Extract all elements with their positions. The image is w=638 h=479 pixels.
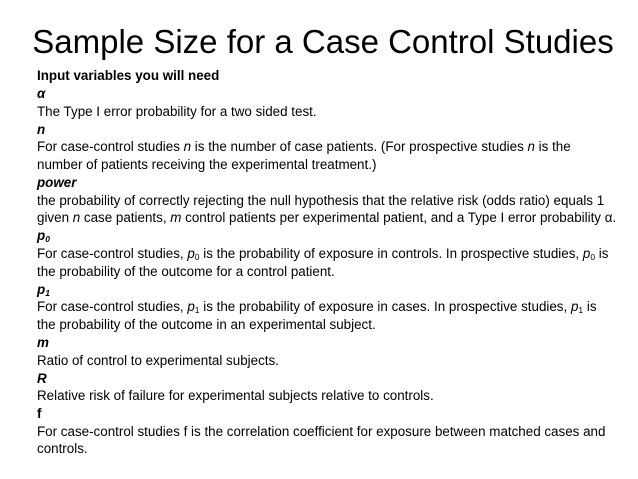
variable-label-p0: $p_0$	[37, 228, 50, 245]
slide-content	[37, 67, 617, 458]
variable-label-r: R	[37, 370, 47, 386]
variable-label-n: n	[37, 121, 46, 137]
variable-description-p1: For case-control studies, $p_1$ is the probability of exposure in cases. In prospective studies, $p_1$ is the probability of the outcome in an experimental subject.	[37, 299, 597, 332]
variable-label-alpha: α	[37, 86, 46, 102]
variable-description-power: the probability of correctly rejecting the null hypothesis that the relative risk (odds ratio) equals 1 given n case patients, m control patients per experimental patient, and a Type I error probability α.	[37, 192, 617, 226]
variable-description-alpha: The Type I error probability for a two sided test.	[37, 103, 317, 119]
variable-label-f: f	[37, 406, 42, 422]
variable-description-f: For case-control studies f is the correlation coefficient for exposure between matched cases and controls.	[37, 423, 606, 457]
section-heading: Input variables you will need	[37, 68, 220, 83]
variable-label-p1: $p_1$	[37, 281, 50, 298]
slide-title: Sample Size for a Case Control Studies	[32, 23, 614, 60]
variable-description-m: Ratio of control to experimental subjects.	[37, 352, 279, 368]
variable-label-power: power	[37, 175, 77, 191]
variable-description-p0: For case-control studies, $p_0$ is the probability of exposure in controls. In prospective studies, $p_0$ is the probability of the outcome for a control patient.	[37, 245, 609, 279]
variable-description-r: Relative risk of failure for experimental subjects relative to controls.	[37, 388, 434, 404]
variable-description-n: For case-control studies n is the number of case patients. (For prospective studies n is the number of patients receiving the experimental treatment.)	[37, 139, 571, 172]
variable-label-m: m	[37, 334, 49, 350]
